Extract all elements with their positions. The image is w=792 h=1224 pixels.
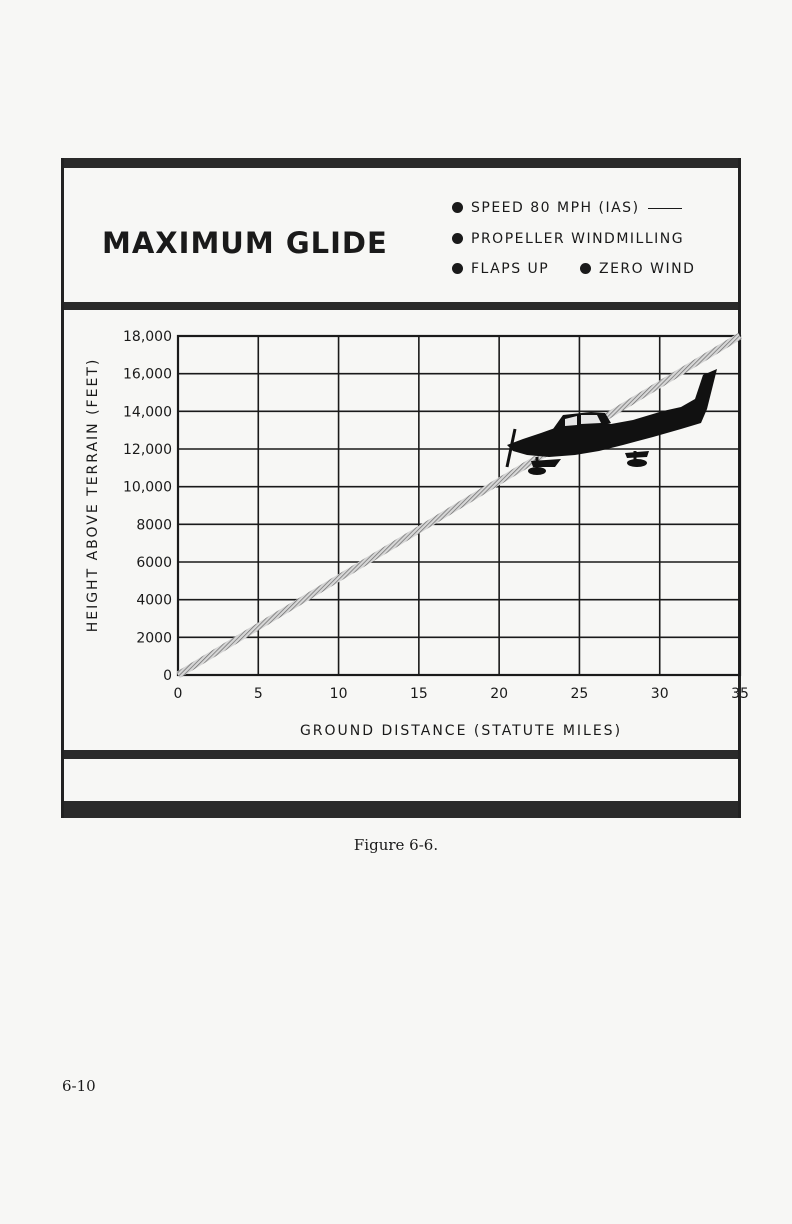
y-tick-label: 6000: [136, 555, 172, 571]
x-tick-label: 25: [570, 686, 589, 702]
note-flaps-text: FLAPS UP: [471, 261, 550, 277]
airplane-icon: [507, 369, 717, 475]
x-axis-label: GROUND DISTANCE (STATUTE MILES): [299, 723, 623, 739]
note-propeller-text: PROPELLER WINDMILLING: [471, 231, 685, 247]
y-tick-label: 14,000: [123, 404, 172, 421]
bottom-bar: [64, 801, 738, 818]
x-tick-label: 35: [731, 686, 749, 702]
footer-divider-bar: [64, 750, 738, 759]
y-tick-label: 4000: [136, 592, 172, 609]
figure-caption: Figure 6-6.: [353, 836, 439, 854]
y-tick-label: 8000: [136, 517, 172, 534]
figure-frame: [61, 158, 749, 818]
y-axis-label: HEIGHT ABOVE TERRAIN (FEET): [85, 357, 101, 633]
x-tick-label: 10: [329, 686, 348, 702]
y-tick-label: 16,000: [123, 366, 172, 383]
note-wind-text: ZERO WIND: [599, 261, 696, 277]
x-tick-label: 20: [490, 686, 509, 702]
x-tick-label: 30: [650, 686, 669, 702]
note-speed-text: SPEED 80 MPH (IAS): [471, 200, 640, 216]
y-tick-label: 2000: [136, 630, 172, 647]
y-tick-label: 0: [163, 668, 172, 684]
y-tick-label: 10,000: [123, 479, 172, 496]
y-tick-label: 12,000: [123, 442, 172, 458]
chart-title: MAXIMUM GLIDE: [102, 226, 388, 260]
x-tick-label: 5: [253, 686, 263, 702]
glide-chart: [64, 158, 749, 818]
page-number: 6-10: [62, 1077, 96, 1095]
x-tick-label: 0: [173, 686, 183, 702]
y-tick-label: 18,000: [123, 329, 172, 345]
glide-line-series-0: [178, 336, 740, 675]
x-tick-label: 15: [409, 686, 428, 702]
